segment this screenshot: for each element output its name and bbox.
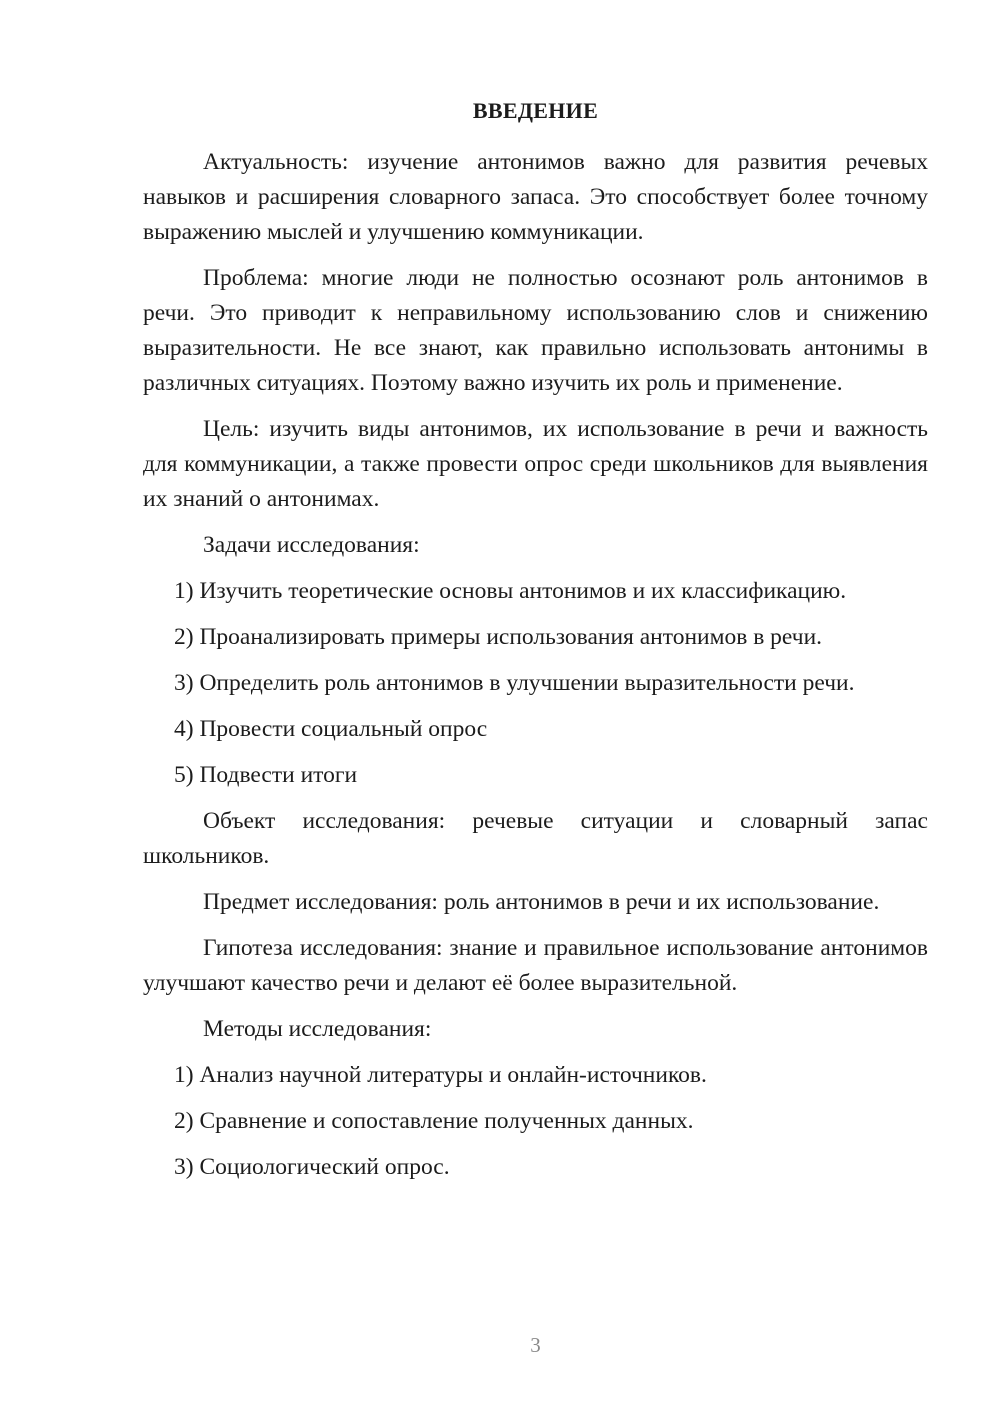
page-number: 3: [530, 1333, 541, 1357]
task-item-2: 2) Проанализировать примеры использования антонимов в речи.: [174, 624, 823, 650]
hypothesis-paragraph: Гипотеза исследования: знание и правильное использование антонимов улучшают качество речи и делают её более выразительной.: [143, 935, 928, 996]
task-item-4: 4) Провести социальный опрос: [174, 716, 488, 742]
methods-title: Методы исследования:: [203, 1016, 432, 1042]
task-item-3: 3) Определить роль антонимов в улучшении выразительности речи.: [174, 670, 855, 696]
goal-paragraph: Цель: изучить виды антонимов, их использование в речи и важность для коммуникации, а также провести опрос среди школьников для выявления их знаний о антонимах.: [143, 416, 928, 512]
method-item-2: 2) Сравнение и сопоставление полученных данных.: [174, 1108, 694, 1134]
task-item-1: 1) Изучить теоретические основы антонимов и их классификацию.: [174, 578, 847, 604]
object-paragraph: Объект исследования: речевые ситуации и словарный запас школьников.: [143, 808, 928, 869]
relevance-paragraph: Актуальность: изучение антонимов важно для развития речевых навыков и расширения словарного запаса. Это способствует более точному выражению мыслей и улучшению коммуникации.: [143, 149, 928, 245]
method-item-1: 1) Анализ научной литературы и онлайн-источников.: [174, 1062, 707, 1088]
subject-paragraph: Предмет исследования: роль антонимов в речи и их использование.: [203, 889, 880, 915]
method-item-3: 3) Социологический опрос.: [174, 1154, 450, 1180]
problem-paragraph: Проблема: многие люди не полностью осознают роль антонимов в речи. Это приводит к неправильному использованию слов и снижению выразительности. Не все знают, как правильно использовать антонимы в различных ситуациях. Поэтому важно изучить их роль и применение.: [143, 265, 928, 396]
tasks-title: Задачи исследования:: [203, 532, 420, 558]
task-item-5: 5) Подвести итоги: [174, 762, 358, 788]
section-heading: ВВЕДЕНИЕ: [472, 98, 599, 123]
page-content: [143, 94, 928, 1196]
